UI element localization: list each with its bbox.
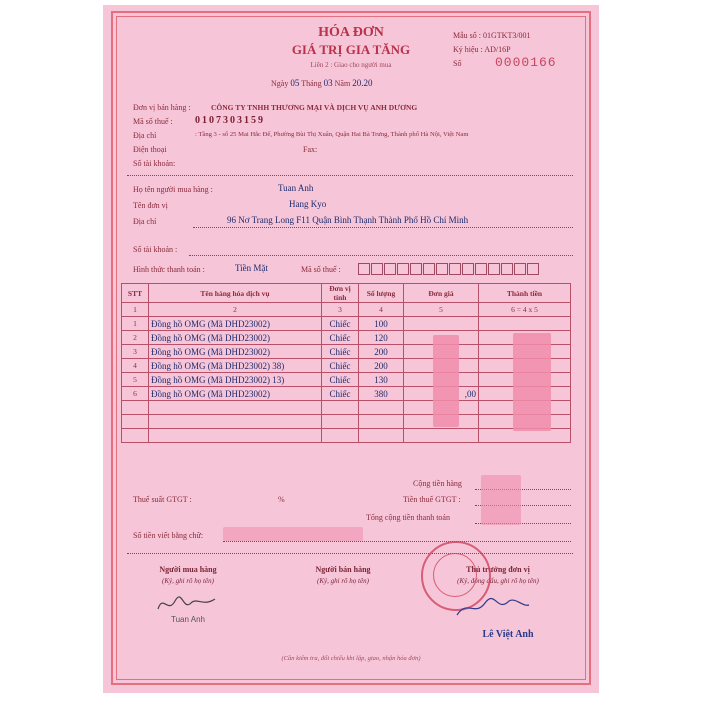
index-cell: 5 [404, 303, 479, 317]
seller-sign-hint: (Ký, ghi rõ họ tên) [317, 577, 369, 585]
invoice-number: 0000166 [495, 55, 557, 70]
date-line: Ngày 05 Tháng 03 Năm 20.20 [271, 78, 373, 88]
header-amount: Thành tiền [479, 284, 571, 303]
amount-in-words-label: Số tiền viết bằng chữ: [133, 531, 204, 540]
seller-tax: 0107303159 [195, 115, 265, 126]
dotted-line [189, 255, 573, 256]
vat-percent: % [278, 495, 285, 504]
head-sign-title: Thủ trưởng đơn vị [466, 565, 530, 574]
header-item-name: Tên hàng hóa dịch vụ [149, 284, 322, 303]
grand-total-label: Tổng cộng tiền thanh toán [366, 513, 450, 522]
vat-amount-label: Tiền thuế GTGT : [403, 495, 461, 504]
head-sign-name: Lê Việt Anh [482, 629, 534, 640]
seller-address: : Tầng 3 - số 25 Mai Hắc Đế, Phường Bùi Thị Xuân, Quận Hai Bà Trưng, Thành phố Hà Nội, Việt Nam [195, 131, 469, 138]
invoice-paper [103, 5, 599, 693]
head-sign-hint: (Ký, đóng dấu, ghi rõ họ tên) [457, 577, 539, 585]
table-row: 6 Đồng hồ OMG (Mã DHD23002) Chiếc 380 ,00 [122, 387, 571, 401]
date-month: 03 [323, 78, 333, 88]
dotted-line [193, 227, 573, 228]
buyer-name-label: Họ tên người mua hàng : [133, 185, 213, 194]
table-row: 1 Đồng hồ OMG (Mã DHD23002) Chiếc 100 [122, 317, 571, 331]
buyer-sign-hint: (Ký, ghi rõ họ tên) [162, 577, 214, 585]
buyer-sign-title: Người mua hàng [159, 565, 217, 574]
invoice-number-label: Số [453, 59, 462, 68]
seller-unit: CÔNG TY TNHH THƯƠNG MẠI VÀ DỊCH VỤ ANH DƯƠNG [211, 103, 418, 112]
seller-account-label: Số tài khoản: [133, 159, 176, 168]
buyer-name: Tuan Anh [278, 183, 314, 193]
buyer-tax-label: Mã số thuế : [301, 265, 341, 274]
header-stt: STT [122, 284, 149, 303]
index-cell: 4 [359, 303, 404, 317]
serial-symbol: Ký hiệu : AD/16P [453, 45, 511, 54]
buyer-unit: Hang Kyo [289, 199, 327, 209]
seller-fax-label: Fax: [303, 145, 318, 154]
seller-tax-label: Mã số thuế : [133, 117, 173, 126]
seller-unit-label: Đơn vị bán hàng : [133, 103, 191, 112]
buyer-address-label: Địa chỉ [133, 217, 157, 226]
separator [127, 175, 573, 176]
table-row: 5 Đồng hồ OMG (Mã DHD23002) 13) Chiếc 130 [122, 373, 571, 387]
dotted-line [127, 553, 573, 554]
index-cell: 1 [122, 303, 149, 317]
buyer-sign-name: Tuan Anh [171, 615, 205, 624]
redacted-totals [481, 475, 521, 525]
form-number: Mẫu số : 01GTKT3/001 [453, 31, 531, 40]
partial-value: ,00 [404, 387, 479, 401]
buyer-account-label: Số tài khoản : [133, 245, 178, 254]
payment-method: Tiền Mặt [235, 263, 268, 273]
invoice-subtitle: GIÁ TRỊ GIA TĂNG [291, 42, 411, 57]
table-row: 2 Đồng hồ OMG (Mã DHD23002) Chiếc 120 [122, 331, 571, 345]
seller-address-label: Địa chỉ [133, 131, 157, 140]
table-row: 3 Đồng hồ OMG (Mã DHD23002) Chiếc 200 [122, 345, 571, 359]
subtotal-label: Cộng tiền hàng [413, 479, 462, 488]
redacted-words [223, 527, 363, 541]
dotted-line [223, 541, 571, 542]
items-table [121, 283, 571, 443]
date-day: 05 [290, 78, 300, 88]
buyer-unit-label: Tên đơn vị [133, 201, 168, 210]
index-cell: 2 [149, 303, 322, 317]
seller-phone-label: Điện thoại [133, 145, 167, 154]
vat-rate-label: Thuế suất GTGT : [133, 495, 192, 504]
date-year: 20.20 [352, 78, 373, 88]
seller-sign-title: Người bán hàng [315, 565, 371, 574]
payment-method-label: Hình thức thanh toán : [133, 265, 205, 274]
header-unit: Đơn vị tính [322, 284, 359, 303]
buyer-tax-boxes [358, 263, 540, 275]
header-unit-price: Đơn giá [404, 284, 479, 303]
header-qty: Số lượng [359, 284, 404, 303]
invoice-title: HÓA ĐƠN [318, 25, 384, 40]
table-row: 4 Đồng hồ OMG (Mã DHD23002) 38) Chiếc 200 [122, 359, 571, 373]
redacted-amount [513, 333, 551, 431]
buyer-address: 96 Nơ Trang Long F11 Quận Bình Thạnh Thành Phố Hồ Chí Minh [227, 215, 469, 225]
head-signature [453, 593, 533, 623]
index-cell: 3 [322, 303, 359, 317]
footer-note: (Cần kiểm tra, đối chiếu khi lập, giao, nhận hóa đơn) [281, 655, 421, 662]
redacted-price [433, 335, 459, 427]
index-cell: 6 = 4 x 5 [479, 303, 571, 317]
copy-label: Liên 2 : Giao cho người mua [310, 61, 392, 69]
